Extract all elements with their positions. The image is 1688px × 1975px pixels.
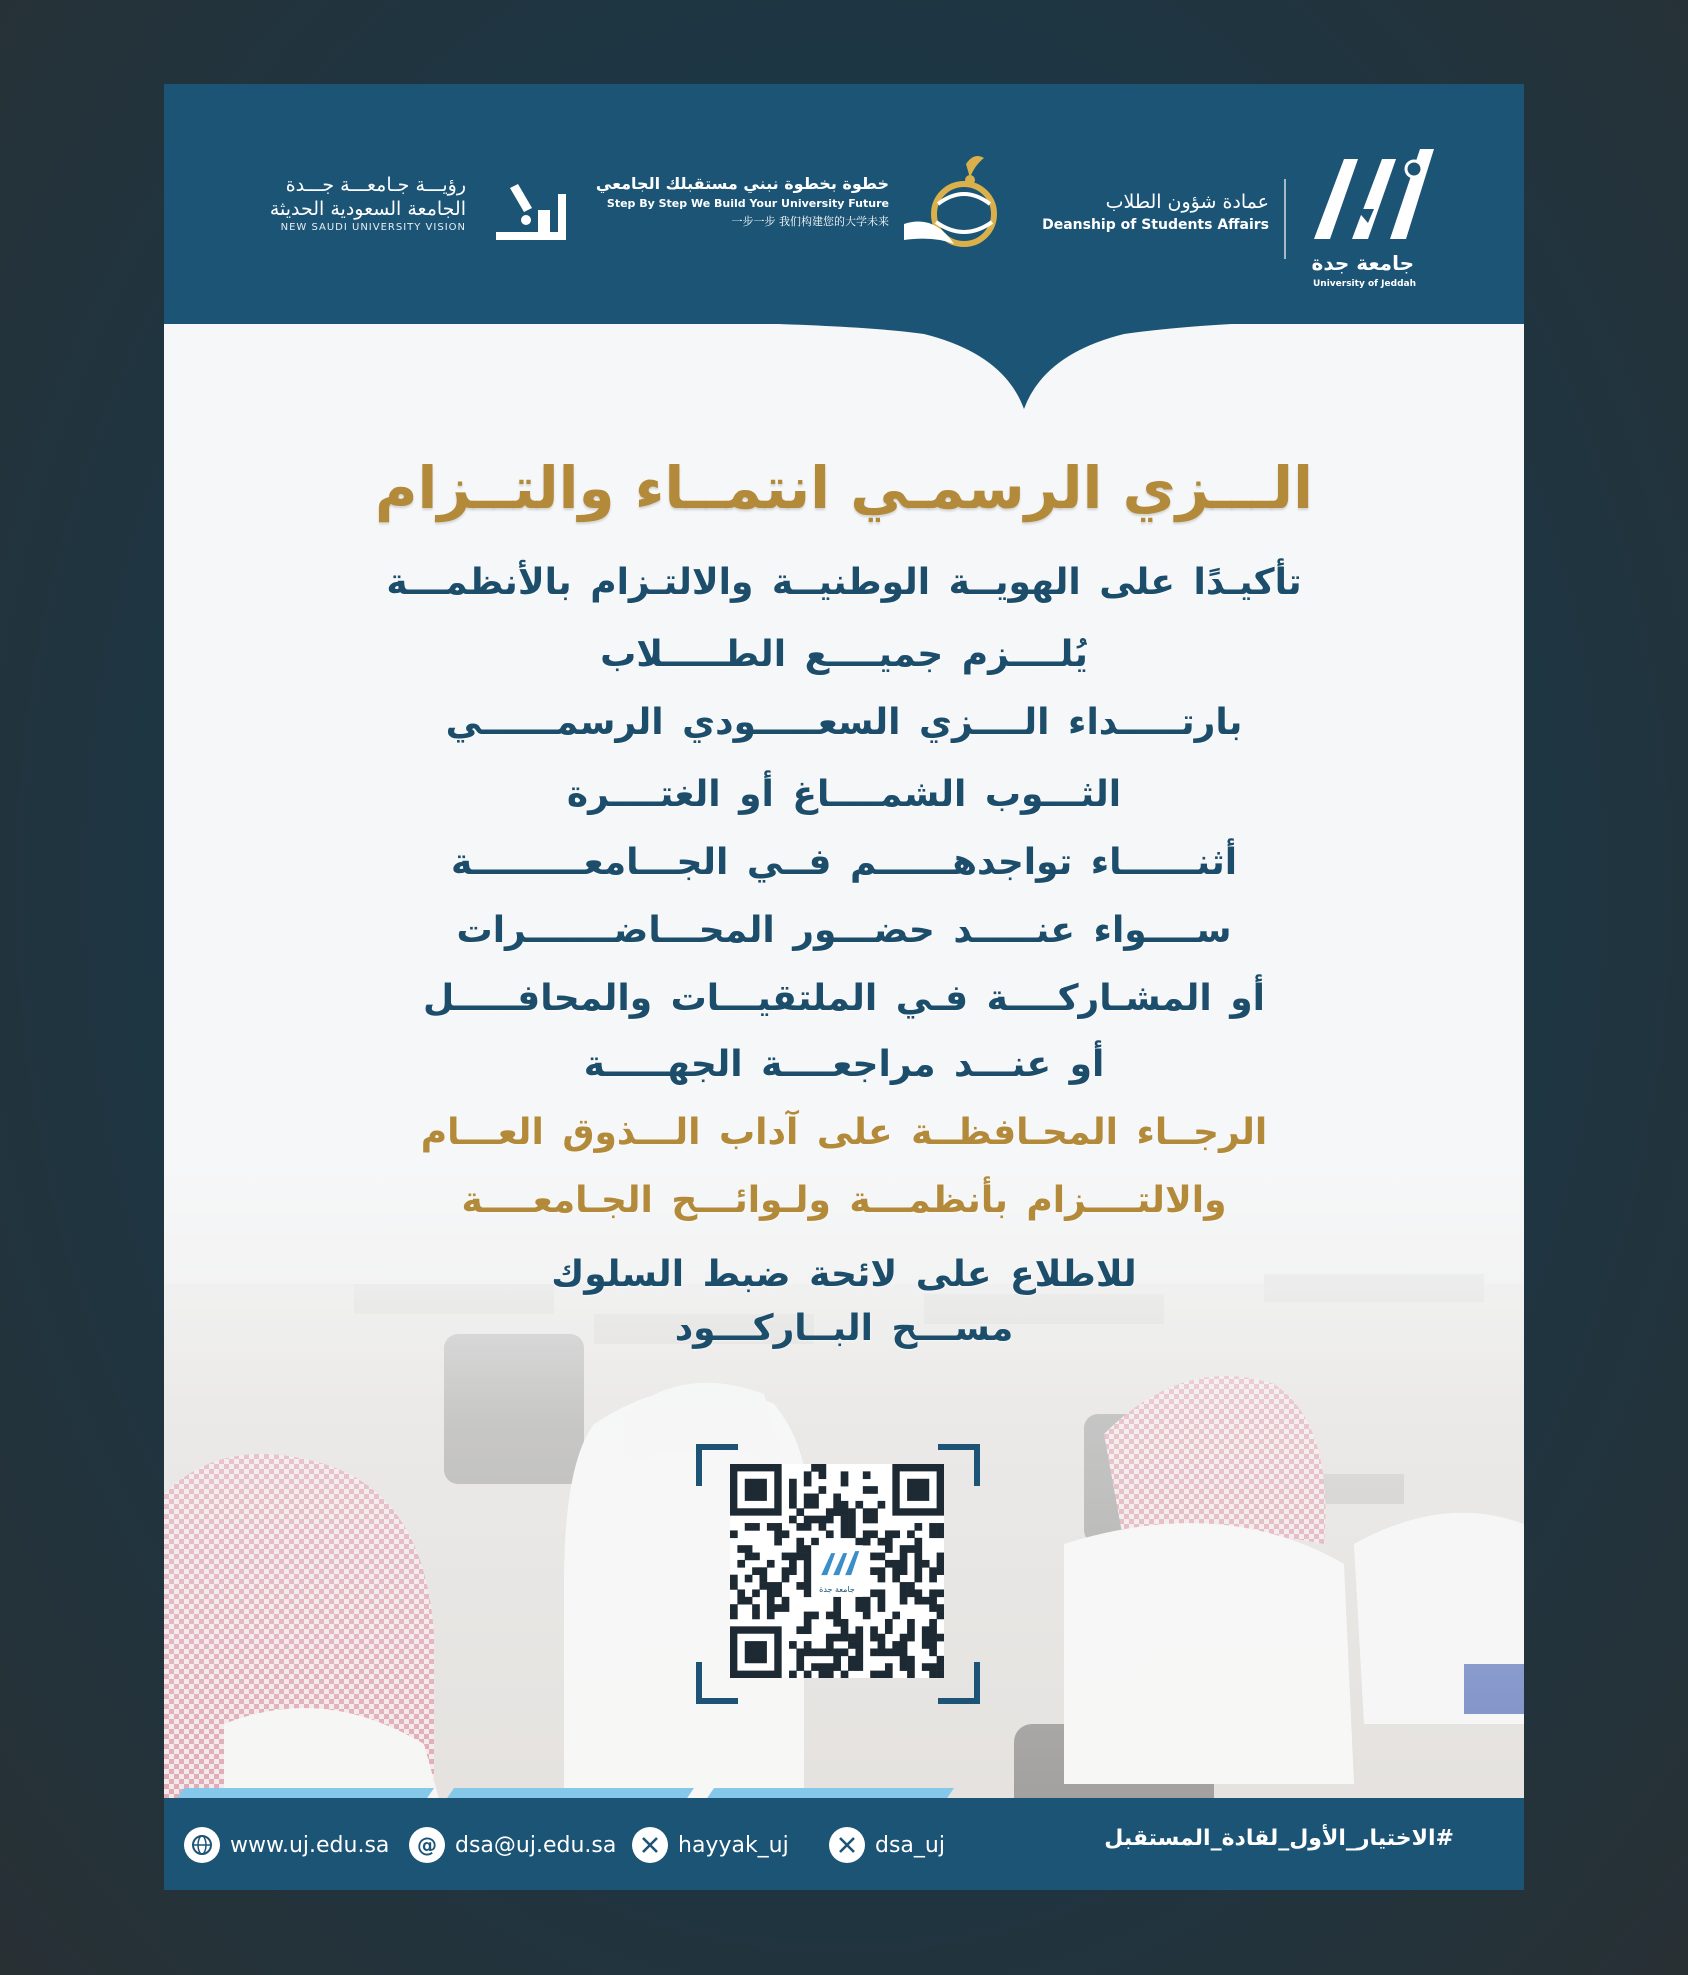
qr-center-label: جامعة جدة: [819, 1584, 855, 1594]
poster: [164, 84, 1524, 1890]
vision-ar-line2: الجامعة السعودية الحديثة: [269, 198, 466, 220]
email-contact[interactable]: [409, 1826, 616, 1864]
x-account-dsa[interactable]: [829, 1826, 945, 1864]
dsa-en: Deanship of Students Affairs: [1042, 217, 1269, 233]
footer-band: [164, 1798, 1524, 1890]
step-ar: خطوة بخطوة نبني مستقبلك الجامعي: [595, 174, 889, 193]
x-handle-hayyak: hayyak_uj: [678, 1832, 789, 1858]
vision-mark-icon: [488, 174, 574, 254]
email-text: dsa@uj.edu.sa: [455, 1832, 617, 1858]
qr-pattern-graphic: [730, 1464, 944, 1678]
qr-frame-corner: [938, 1444, 980, 1486]
qr-code[interactable]: [696, 1444, 980, 1704]
logo-divider: [1284, 179, 1286, 259]
body-line-8: أو عنـــد مراجعــــة الجهـــــة: [583, 1044, 1105, 1085]
university-en: University of Jeddah: [1312, 279, 1416, 289]
body-line-6: ســــواء عنـــــد حضـــور المحـــاضـــــــرات: [456, 910, 1232, 951]
body-line-4: الثـــوب الشمــــاغ أو الغتــــرة: [566, 774, 1122, 815]
step-by-step-logo: [595, 144, 1009, 264]
dsa-ar: عمادة شؤون الطلاب: [1105, 191, 1269, 213]
body-line-12: مســـح البــاركـــود: [674, 1308, 1014, 1349]
vision-logo: [244, 174, 574, 244]
dsa-text: [1042, 191, 1269, 233]
book-globe-icon: [894, 144, 1009, 264]
website-text: www.uj.edu.sa: [230, 1832, 390, 1858]
body-line-1: تأكيـدًا على الهويــة الوطنيــة والالتـزام بالأنظمـــة: [386, 562, 1302, 603]
step-text: [596, 174, 889, 229]
qr-frame-corner: [938, 1662, 980, 1704]
body-line-5: أثنــــــاء تواجدهــــــم فــي الجـــامعـــــــــة: [450, 842, 1238, 883]
x-handle-dsa: dsa_uj: [875, 1832, 945, 1858]
header-band: [164, 84, 1524, 324]
vision-en: NEW SAUDI UNIVERSITY VISION: [280, 222, 466, 233]
x-account-hayyak[interactable]: [632, 1826, 789, 1864]
qr-pattern: [730, 1464, 944, 1678]
body-line-9: الرجــاء المحـافظــة على آداب الـــذوق العـــام: [420, 1112, 1268, 1153]
vision-ar-line1: رؤيـــة جـامعـــة جـــدة: [285, 174, 466, 196]
x-logo-icon: [829, 1827, 865, 1863]
body-line-11: للاطلاع على لائحة ضبط السلوك: [551, 1254, 1137, 1295]
dsa-university-logo: [1044, 139, 1444, 299]
university-emblem-icon: [1294, 139, 1444, 249]
vision-text: [270, 174, 466, 233]
website-contact[interactable]: [184, 1826, 389, 1864]
at-icon: @: [409, 1827, 445, 1863]
body-line-2: يُلــــزم جميــــع الطـــــلاب: [600, 634, 1088, 675]
body-line-7: أو المشـاركــــة فـي الملتقيـــات والمحافـــــل: [423, 978, 1265, 1019]
university-ar: جامعة جدة: [1311, 251, 1414, 275]
poster-title: الـــزي الرسمـي انتمــاء والتــزام: [375, 454, 1313, 522]
step-en: Step By Step We Build Your University Future: [606, 197, 889, 210]
step-cn: 一步一步 我们构建您的大学未来: [731, 215, 889, 228]
body-line-3: بارتـــــداء الــــزي السعـــــودي الرسمــــــي: [445, 702, 1243, 743]
body-line-10: والالتــــزام بأنظمـــة ولـوائـــح الجـامعــــة: [461, 1180, 1227, 1221]
globe-icon: [184, 1827, 220, 1863]
x-logo-icon: [632, 1827, 668, 1863]
hashtag[interactable]: #الاختيار_الأول_لقادة_المستقبل: [1104, 1826, 1454, 1851]
